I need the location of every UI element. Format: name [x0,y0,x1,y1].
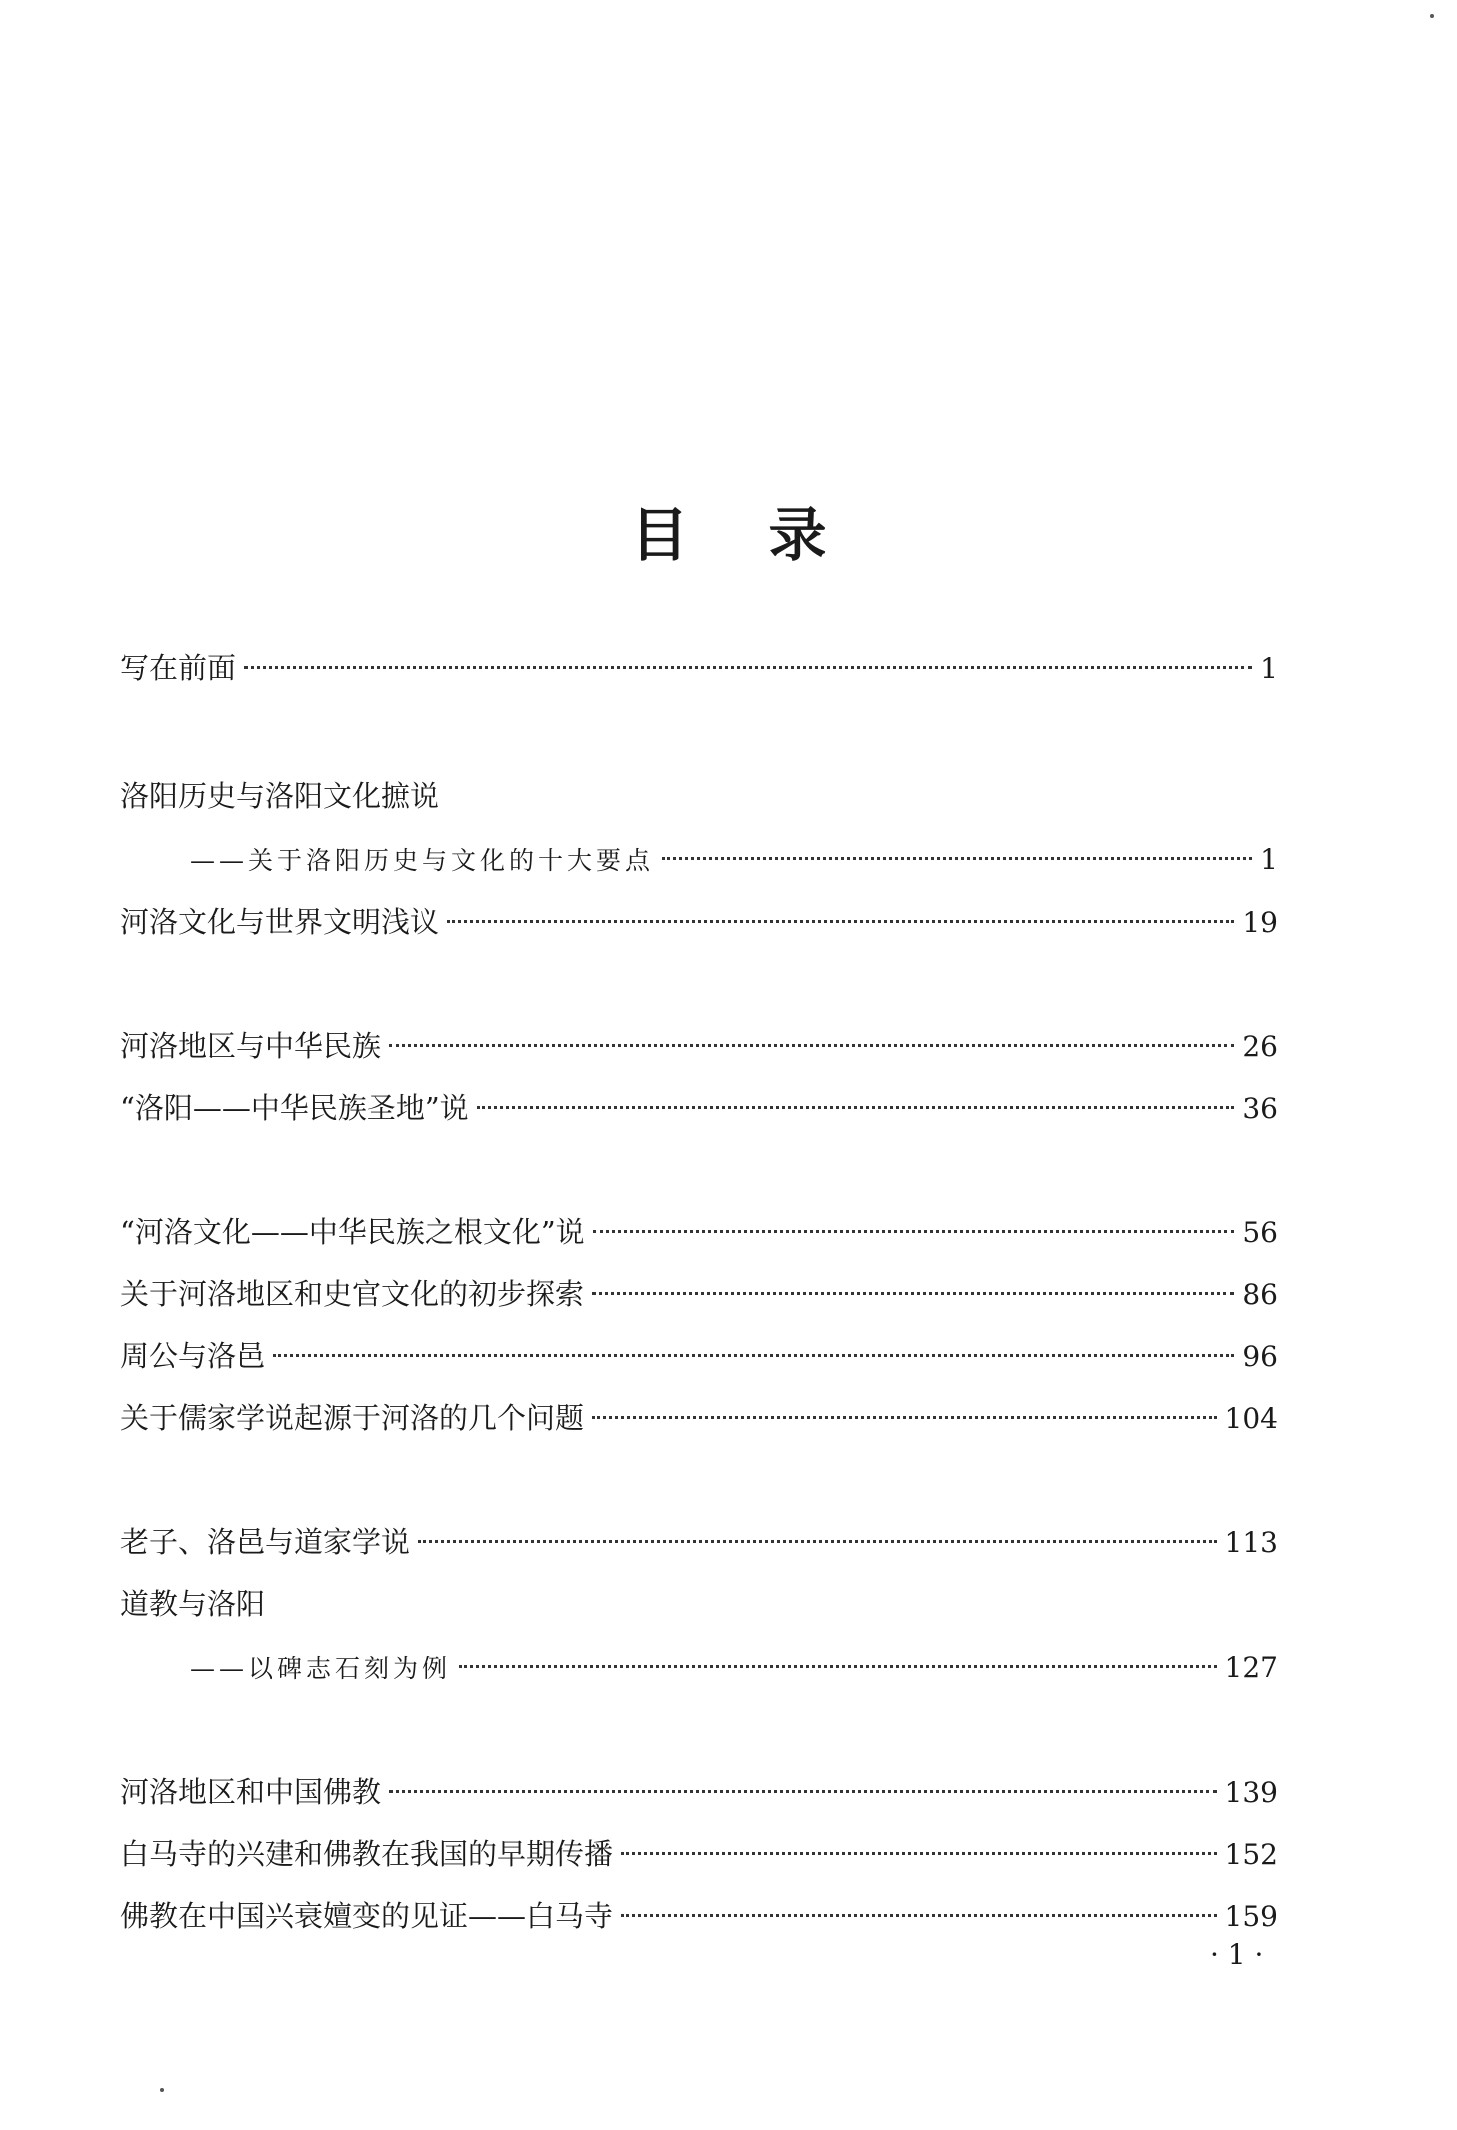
toc-entry-page: 127 [1224,1651,1278,1684]
toc-entry-page: 56 [1242,1216,1278,1249]
toc-entry[interactable] [120,1834,1278,1874]
dot-leader [621,1852,1217,1855]
dot-leader [273,1354,1234,1357]
toc-entry-page: 1 [1260,843,1278,876]
toc-entry[interactable] [120,1088,1278,1128]
dot-leader [389,1044,1234,1047]
dot-leader [621,1914,1217,1917]
toc-entry[interactable] [120,1336,1278,1376]
toc-entry-title: ——以碑志石刻为例 [190,1654,452,1683]
toc-entry[interactable] [120,902,1278,942]
toc-entry-page: 113 [1224,1526,1278,1559]
toc-entry-title: 关于河洛地区和史官文化的初步探索 [120,1277,585,1311]
dot-leader [459,1665,1217,1668]
toc-entry-title: 关于儒家学说起源于河洛的几个问题 [120,1401,585,1435]
toc-entry-title: “河洛文化——中华民族之根文化”说 [120,1215,585,1249]
page-title: 目录 [630,501,907,569]
toc-entry-title: 河洛地区与中华民族 [120,1029,382,1063]
dot-leader [477,1106,1235,1109]
dot-leader [244,666,1252,669]
toc-entry[interactable] [120,1212,1278,1252]
toc-entry-title: 老子、洛邑与道家学说 [120,1525,411,1559]
toc-entry-page: 1 [1260,652,1278,685]
dot-leader [592,1416,1217,1419]
dot-leader [447,920,1234,923]
dot-leader [662,857,1252,860]
toc-entry-title: “洛阳——中华民族圣地”说 [120,1091,469,1125]
dot-leader [418,1540,1217,1543]
toc-entry-page: 26 [1242,1030,1278,1063]
toc-entry-title: 河洛地区和中国佛教 [120,1775,382,1809]
toc-entry-page: 139 [1224,1776,1278,1809]
scan-speck [1430,14,1434,18]
toc-entry-page: 96 [1242,1340,1278,1373]
toc-entry-title: 白马寺的兴建和佛教在我国的早期传播 [120,1837,614,1871]
toc-entry-title: ——关于洛阳历史与文化的十大要点 [190,846,655,875]
dot-leader [389,1790,1217,1793]
toc-entry-page: 36 [1242,1092,1278,1125]
toc-section-heading[interactable]: 道教与洛阳 [120,1587,266,1621]
toc-entry[interactable] [120,1522,1278,1562]
toc-entry[interactable] [120,1026,1278,1066]
toc-entry-page: 86 [1242,1278,1278,1311]
toc-entry-page: 104 [1224,1402,1278,1435]
page-number-footer: · 1 · [1210,1938,1264,1971]
toc-entry-title: 周公与洛邑 [120,1339,266,1373]
toc-entry[interactable] [120,1896,1278,1936]
scan-speck [160,2088,164,2092]
toc-section-heading[interactable]: 洛阳历史与洛阳文化摭说 [120,779,440,813]
toc-entry[interactable] [120,648,1278,688]
toc-entry-subtitle[interactable] [190,840,1278,880]
toc-entry-title: 河洛文化与世界文明浅议 [120,905,440,939]
toc-entry[interactable] [120,1772,1278,1812]
toc-entry[interactable] [120,1274,1278,1314]
toc-entry-page: 19 [1242,906,1278,939]
toc-entry-title: 写在前面 [120,651,237,685]
toc-entry-title: 佛教在中国兴衰嬗变的见证——白马寺 [120,1899,614,1933]
toc-entry[interactable] [120,1398,1278,1438]
dot-leader [592,1292,1234,1295]
toc-entry-page: 159 [1224,1900,1278,1933]
toc-entry-subtitle[interactable] [190,1648,1278,1688]
dot-leader [593,1230,1235,1233]
toc-entry-page: 152 [1224,1838,1278,1871]
